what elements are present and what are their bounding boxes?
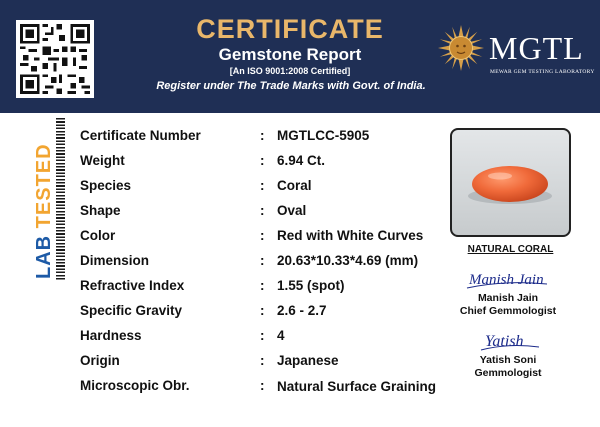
sun-emblem-icon	[438, 25, 484, 71]
certificate-title: CERTIFICATE	[196, 14, 384, 44]
field-value: Japanese	[277, 353, 339, 368]
field-row-refractive-index	[80, 278, 450, 298]
field-label: Shape	[80, 203, 121, 218]
field-label: Species	[80, 178, 132, 193]
field-separator: :	[260, 228, 265, 243]
signature-yatish-soni	[463, 328, 553, 354]
tested-word: TESTED	[33, 143, 55, 229]
field-row-specific-gravity	[80, 303, 450, 323]
header-banner	[0, 0, 600, 113]
lab-word: LAB	[33, 234, 55, 279]
field-separator: :	[260, 253, 265, 268]
field-row-species	[80, 178, 450, 198]
field-label: Color	[80, 228, 116, 243]
field-label: Specific Gravity	[80, 303, 183, 318]
field-row-hardness	[80, 328, 450, 348]
field-row-color	[80, 228, 450, 248]
field-separator: :	[260, 153, 265, 168]
field-value: Natural Surface Graining	[277, 379, 437, 394]
signatory-gemmologist	[443, 328, 573, 380]
trademark-registration: Register under The Trade Marks with Govt. of India.	[156, 80, 426, 92]
field-row-shape	[80, 203, 450, 223]
field-value: 1.55 (spot)	[277, 278, 345, 293]
field-row-origin	[80, 353, 450, 373]
field-label: Refractive Index	[80, 278, 185, 293]
field-separator: :	[260, 128, 265, 143]
field-row-microscopic-obr	[80, 378, 450, 420]
gem-caption: NATURAL CORAL	[467, 244, 554, 255]
signatory-title: Chief Gemmologist	[459, 305, 557, 317]
qr-code-icon	[16, 20, 94, 98]
field-value: 20.63*10.33*4.69 (mm)	[277, 253, 419, 268]
report-subtitle: Gemstone Report	[218, 45, 362, 64]
svg-text:Yatish: Yatish	[485, 333, 524, 350]
field-separator: :	[260, 328, 265, 343]
signature-manish-jain	[463, 266, 553, 292]
field-separator: :	[260, 303, 265, 318]
field-value: 6.94 Ct.	[277, 153, 326, 168]
signatory-name: Yatish Soni	[479, 354, 537, 366]
signatory-title: Gemmologist	[474, 367, 542, 379]
field-label: Microscopic Obr.	[80, 378, 190, 393]
field-label: Weight	[80, 153, 125, 168]
field-label: Dimension	[80, 253, 150, 268]
field-separator: :	[260, 278, 265, 293]
field-label: Hardness	[80, 328, 142, 343]
field-value: MGTLCC-5905	[277, 128, 370, 143]
field-row-certificate-number	[80, 128, 450, 148]
coral-gem-icon	[472, 166, 548, 202]
lab-logo-wordmark: MGTL	[489, 30, 584, 66]
field-separator: :	[260, 178, 265, 193]
iso-note: [An ISO 9001:2008 Certified]	[229, 66, 351, 76]
signatory-chief-gemmologist	[443, 266, 573, 318]
field-separator: :	[260, 203, 265, 218]
field-value: Red with White Curves	[277, 228, 424, 243]
svg-text:Manish Jain: Manish Jain	[469, 272, 544, 288]
gem-photo	[450, 128, 571, 237]
field-row-weight	[80, 153, 450, 173]
field-value: Oval	[277, 203, 307, 218]
field-label: Origin	[80, 353, 120, 368]
signatory-name: Manish Jain	[477, 292, 539, 304]
lab-logo-tagline: MEWAR GEM TESTING LABORATORY	[490, 69, 595, 75]
field-value: Coral	[277, 178, 312, 193]
field-separator: :	[260, 378, 265, 393]
field-label: Certificate Number	[80, 128, 201, 143]
field-value: 2.6 - 2.7	[277, 303, 327, 318]
field-row-dimension	[80, 253, 450, 273]
field-separator: :	[260, 353, 265, 368]
barcode-stripes	[56, 118, 65, 280]
field-value: 4	[277, 328, 285, 343]
